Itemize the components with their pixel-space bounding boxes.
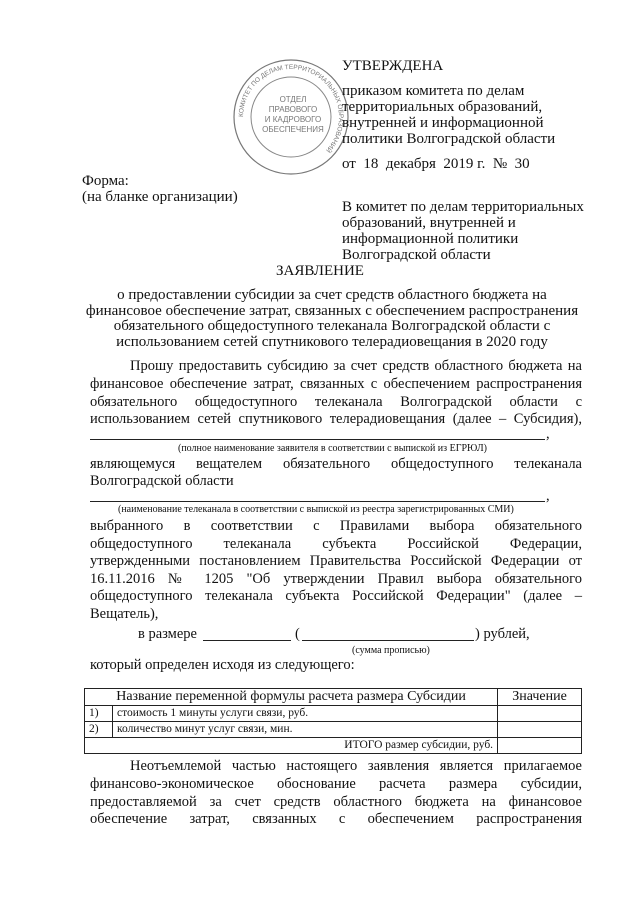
table-row (85, 706, 582, 722)
total-label: ИТОГО размер субсидии, руб. (85, 738, 498, 754)
para2-line-2: Волгоградской области (90, 473, 234, 489)
tail-line-1: Неотъемлемой частью настоящего заявления является прилагаемое (130, 758, 582, 774)
approval-line-3: внутренней и информационной (342, 115, 544, 131)
para3-line-4: 16.11.2016 № 1205 "Об утверждении Правил выбора обязательного (90, 571, 582, 587)
amount-open-paren: ( (295, 626, 300, 642)
approval-line-1: приказом комитета по делам (342, 83, 525, 99)
para1-line-4: использованием сетей спутникового телерадиовещания (далее – Субсидия), (90, 411, 582, 427)
stamp-line-4: ОБЕСПЕЧЕНИЯ (262, 125, 324, 134)
tail-line-3: предоставляемой за счет средств областного бюджета на финансовое (90, 794, 582, 810)
para3-line-1: выбранного в соответствии с Правилами выбора обязательного (90, 518, 582, 534)
organization-stamp (232, 58, 350, 176)
form-note: (на бланке организации) (82, 189, 238, 205)
approval-line-4: политики Волгоградской области (342, 131, 556, 147)
amount-words-field[interactable] (302, 640, 474, 641)
channel-comma: , (546, 488, 550, 504)
applicant-name-field[interactable] (90, 439, 545, 440)
subject-line-2: финансовое обеспечение затрат, связанных с обеспечением распространения (85, 303, 579, 319)
table-header-row (85, 689, 582, 706)
stamp-line-2: ПРАВОВОГО (268, 105, 318, 114)
para4: который определен исходя из следующего: (90, 657, 355, 673)
addressee-line-4: Волгоградской области (342, 247, 491, 263)
addressee-line-2: образований, внутренней и (342, 215, 516, 231)
table-row (85, 722, 582, 738)
para1-line-1: Прошу предоставить субсидию за счет средств областного бюджета на (130, 358, 582, 374)
document-title: ЗАЯВЛЕНИЕ (276, 263, 364, 279)
subsidy-calculation-table (84, 688, 582, 754)
stamp-ring-text: КОМИТЕТ ПО ДЕЛАМ ТЕРРИТОРИАЛЬНЫХ ОБРАЗОВАНИЙ (237, 63, 345, 154)
table-header-variable: Название переменной формулы расчета размера Субсидии (85, 689, 498, 706)
para1-line-2: финансовое обеспечение затрат, связанных с обеспечением распространения (90, 376, 582, 392)
para3-line-3: утвержденными постановлением Правительства Российской Федерации от (90, 553, 582, 569)
approval-line-2: территориальных образований, (342, 99, 543, 115)
row-label: стоимость 1 минуты услуги связи, руб. (112, 706, 497, 722)
row-number: 1) (85, 706, 113, 722)
row-value-cell[interactable] (498, 706, 582, 722)
table-total-row (85, 738, 582, 754)
stamp-line-1: ОТДЕЛ (279, 95, 307, 104)
row-label: количество минут услуг связи, мин. (112, 722, 497, 738)
approval-date: от 18 декабря 2019 г. № 30 (342, 156, 530, 172)
tail-line-4: обеспечение затрат, связанных с обеспечением распространения (90, 811, 582, 827)
para3-line-6: Вещатель), (90, 606, 159, 622)
row-value-cell[interactable] (498, 722, 582, 738)
form-label: Форма: (82, 173, 129, 189)
stamp-line-3: И КАДРОВОГО (264, 115, 322, 124)
subject-line-1: о предоставлении субсидии за счет средств областного бюджета на (117, 287, 547, 303)
addressee-line-1: В комитет по делам территориальных (342, 199, 584, 215)
channel-hint: (наименование телеканала в соответствии с выпиской из реестра зарегистрированных СМИ) (118, 504, 514, 515)
applicant-hint: (полное наименование заявителя в соответствии с выпиской из ЕГРЮЛ) (178, 443, 487, 454)
subject-line-3: обязательного общедоступного телеканала Волгоградской области с (113, 318, 551, 334)
row-number: 2) (85, 722, 113, 738)
para3-line-5: общедоступного телеканала субъекта Российской Федерации" (далее – (90, 588, 582, 604)
para1-line-3: обязательного общедоступного телеканала Волгоградской области с (90, 394, 582, 410)
amount-number-field[interactable] (203, 640, 291, 641)
table-header-value: Значение (498, 689, 582, 706)
tail-line-2: финансово-экономическое обоснование расчета размера субсидии, (90, 776, 582, 792)
approval-title: УТВЕРЖДЕНА (342, 58, 444, 74)
amount-words-hint: (сумма прописью) (352, 645, 430, 656)
para3-line-2: общедоступного телеканала субъекта Российской Федерации, (90, 536, 582, 552)
total-value-cell[interactable] (498, 738, 582, 754)
para2-line-1: являющемуся вещателем обязательного общедоступного телеканала (90, 456, 582, 472)
applicant-comma: , (546, 426, 550, 442)
amount-prefix: в размере (138, 626, 197, 642)
addressee-line-3: информационной политики (342, 231, 519, 247)
channel-name-field[interactable] (90, 501, 545, 502)
subject-line-4: использованием сетей спутникового телерадиовещания в 2020 году (116, 334, 548, 350)
amount-suffix: ) рублей, (475, 626, 530, 642)
